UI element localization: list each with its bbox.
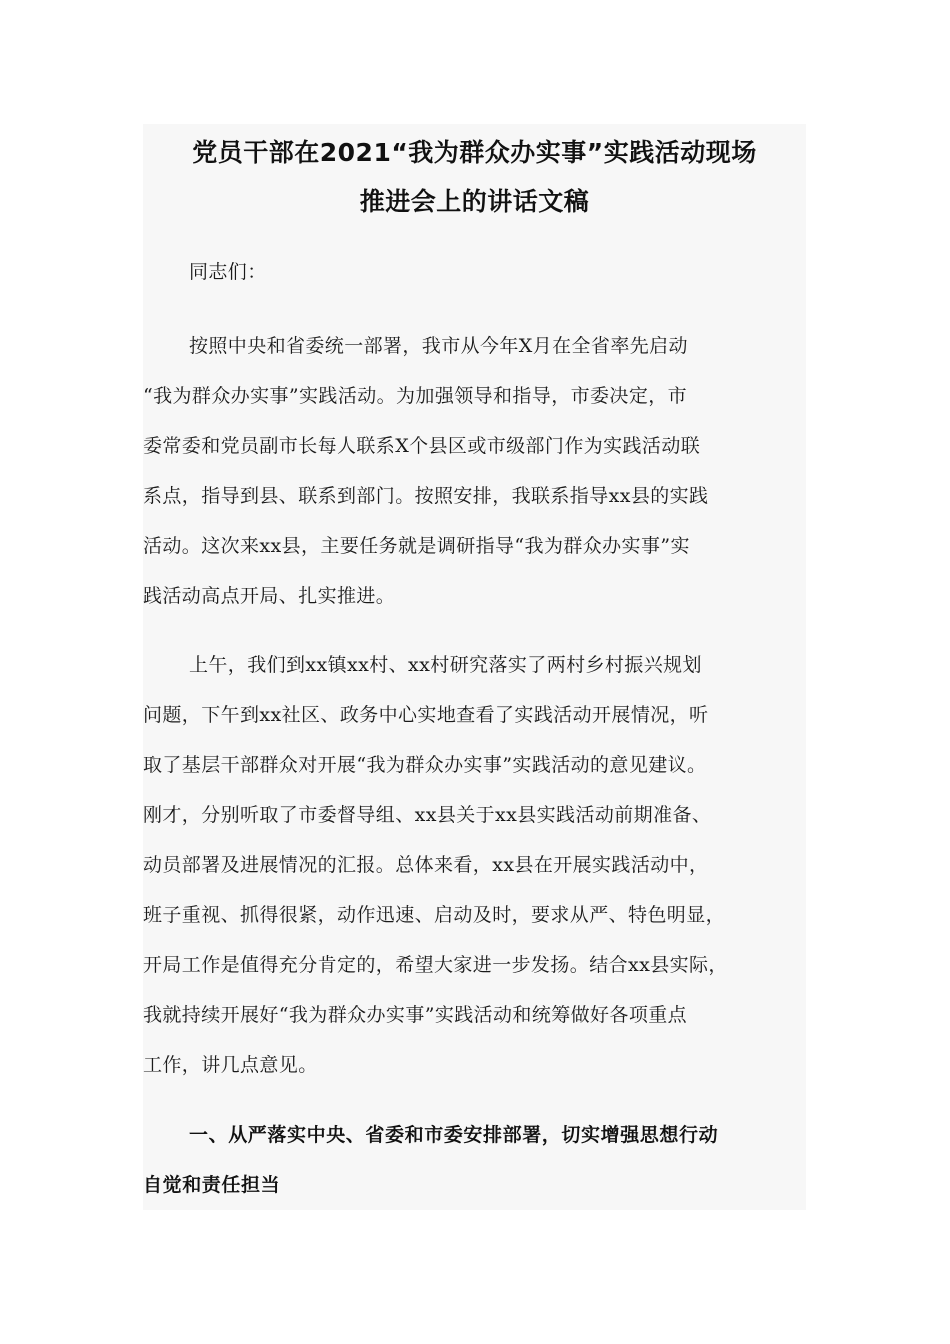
title-line-1: 党员干部在2021“我为群众办实事”实践活动现场 (192, 138, 757, 167)
title-line-2: 推进会上的讲话文稿 (359, 187, 590, 216)
paragraph-2-line: 上午，我们到xx镇xx村、xx村研究落实了两村乡村振兴规划 (189, 654, 702, 676)
paragraph-2-line: 动员部署及进展情况的汇报。总体来看，xx县在开展实践活动中， (143, 854, 709, 876)
section-heading-1-line: 一、从严落实中央、省委和市委安排部署，切实增强思想行动 (189, 1124, 719, 1146)
document-title (143, 128, 806, 226)
paragraph-2-line: 工作，讲几点意见。 (143, 1054, 318, 1076)
paragraph-1-line: “我为群众办实事”实践活动。为加强领导和指导，市委决定，市 (143, 385, 688, 407)
document-page (143, 124, 806, 1210)
paragraph-1-line: 践活动高点开局、扎实推进。 (143, 585, 396, 607)
paragraph-2-line: 刚才，分别听取了市委督导组、xx县关于xx县实践活动前期准备、 (143, 804, 712, 826)
section-heading-1-line: 自觉和责任担当 (143, 1174, 281, 1196)
paragraph-1-line: 按照中央和省委统一部署，我市从今年X月在全省率先启动 (189, 335, 688, 357)
paragraph-1 (143, 321, 806, 621)
paragraph-2-line: 开局工作是值得充分肯定的，希望大家进一步发扬。结合xx县实际， (143, 954, 728, 976)
paragraph-2-line: 我就持续开展好“我为群众办实事”实践活动和统筹做好各项重点 (143, 1004, 688, 1026)
section-heading-1 (143, 1110, 806, 1210)
paragraph-2-line: 班子重视、抓得很紧，动作迅速、启动及时，要求从严、特色明显， (143, 904, 726, 926)
paragraph-2-line: 取了基层干部群众对开展“我为群众办实事”实践活动的意见建议。 (143, 754, 707, 776)
paragraph-2-line: 问题，下午到xx社区、政务中心实地查看了实践活动开展情况，听 (143, 704, 709, 726)
paragraph-2 (143, 640, 806, 1090)
greeting (143, 247, 852, 297)
paragraph-1-line: 委常委和党员副市长每人联系X个县区或市级部门作为实践活动联 (143, 435, 701, 457)
paragraph-1-line: 系点，指导到县、联系到部门。按照安排，我联系指导xx县的实践 (143, 485, 709, 507)
paragraph-1-line: 活动。这次来xx县，主要任务就是调研指导“我为群众办实事”实 (143, 535, 690, 557)
greeting-text: 同志们： (189, 261, 267, 283)
